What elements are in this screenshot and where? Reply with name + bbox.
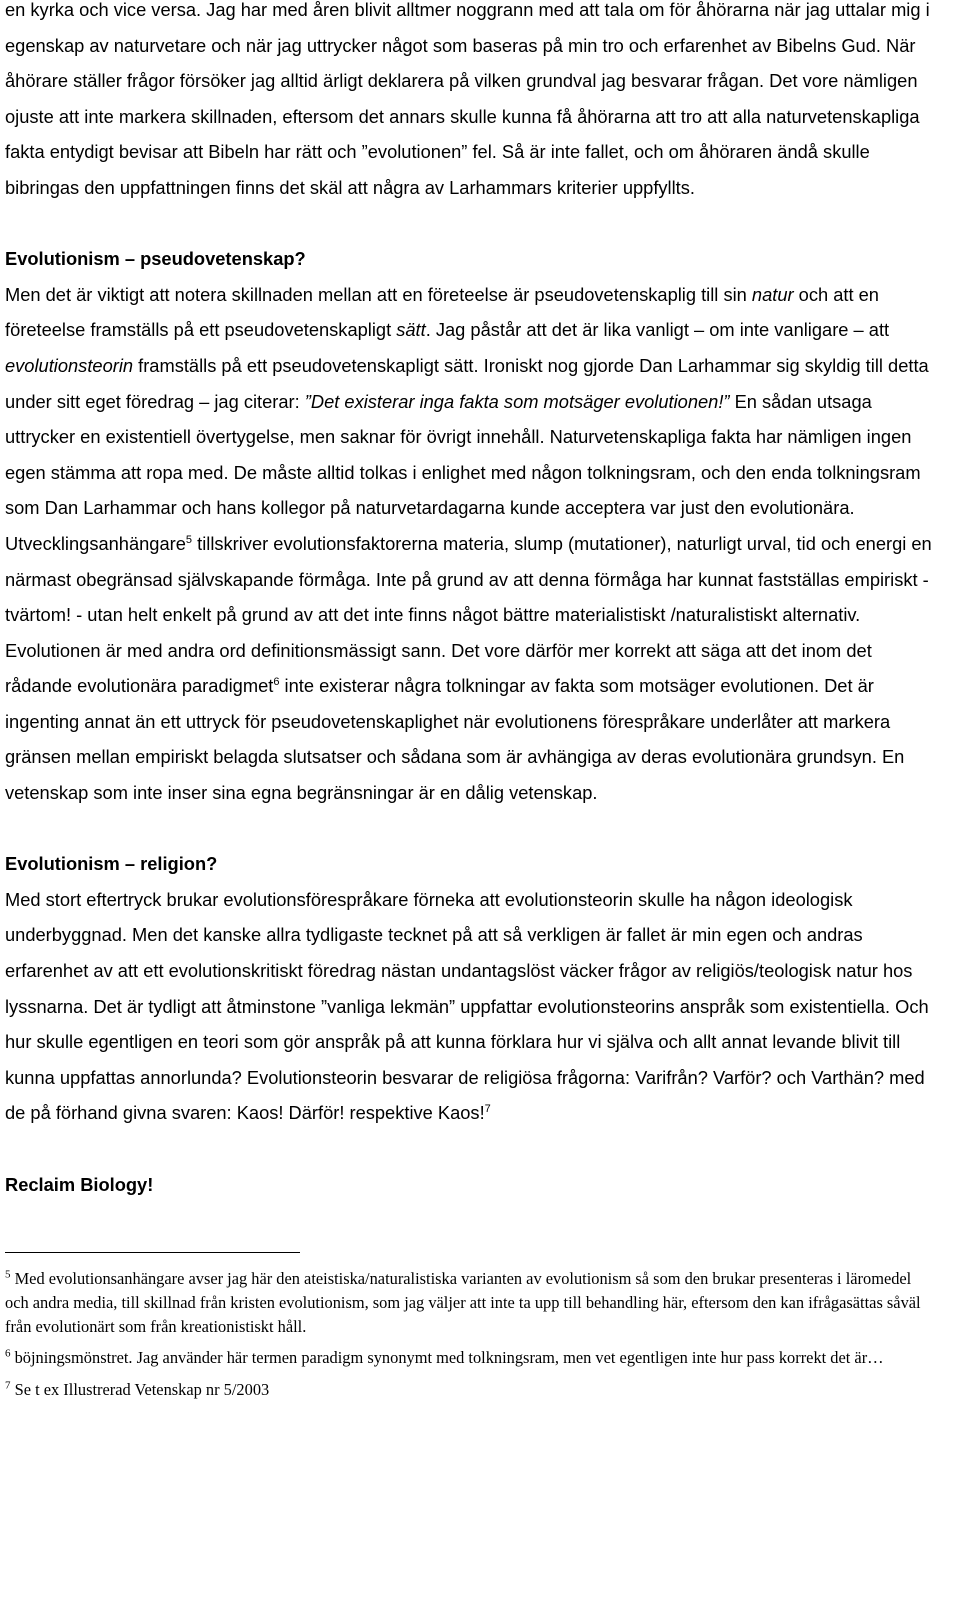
spacer	[5, 1131, 935, 1167]
text-run: . Jag påstår att det är lika vanligt – om inte vanligare – att	[425, 319, 890, 341]
footnotes	[5, 1267, 935, 1402]
footnote-number: 5	[5, 1268, 11, 1281]
footnote-7	[5, 1378, 935, 1402]
text-run: tillskriver evolutionsfaktorerna materia, slump (mutationer), naturligt urval, tid och energi en närmast obegränsad självskapande förmåga. Inte på grund av att denna förmåga har kunnat fastställas empiriskt - tvärtom! - utan helt enkelt på grund av att det inte finns något bättre materialistiskt /naturalistiskt alternativ. Evolutionen är med andra ord definitionsmässigt sann. Det vore därför mer korrekt att säga att det inom det rådande evolutionära paradigmet	[5, 532, 932, 697]
footnote-5	[5, 1267, 935, 1338]
text-run: framställs på ett pseudovetenskapligt sätt. Ironiskt nog gjorde Dan Larhammar sig skyldig till detta under sitt eget föredrag – jag citerar:	[5, 354, 929, 412]
document-page	[5, 0, 935, 1410]
spacer	[5, 206, 935, 242]
spacer	[5, 1202, 935, 1252]
footnote-divider	[5, 1252, 300, 1253]
paragraph-pseudovetenskap	[5, 277, 935, 811]
footnote-ref-5[interactable]: 5	[185, 533, 193, 546]
text-run: En sådan utsaga uttrycker en existentiell övertygelse, men saknar för övrigt innehåll. Naturvetenskapliga fakta har nämligen ingen egen stämma att ropa med. De måste alltid tolkas i enlighet med någon tolkningsram, och den enda tolkningsram som Dan Larhammar och hans kollegor på naturvetardagarna kunde acceptera var just den evolutionära. Utvecklingsanhängare	[5, 390, 921, 554]
footnote-ref-7[interactable]: 7	[484, 1103, 491, 1116]
paragraph-intro: en kyrka och vice versa. Jag har med åren blivit alltmer noggrann med att tala om för åhörarna när jag uttalar mig i egenskap av naturvetare och när jag uttrycker något som baseras på min tro och erfarenhet av Bibelns Gud. När åhörare ställer frågor försöker jag alltid ärligt deklarera på vilken grundval jag besvarar frågan. Det vore nämligen ojuste att inte markera skillnaden, eftersom det annars skulle kunna få åhörarna att tro att alla naturvetenskapliga fakta entydigt bevisar att Bibeln har rätt och ”evolutionen” fel. Så är inte fallet, och om åhöraren ändå skulle bibringas den uppfattningen finns det skäl att några av Larhammars kriterier uppfyllts.	[5, 0, 930, 198]
heading-pseudovetenskap: Evolutionism – pseudovetenskap?	[5, 248, 306, 270]
paragraph-religion	[5, 882, 935, 1131]
text-run: inte existerar några tolkningar av fakta som motsäger evolutionen. Det är ingenting annat än ett uttryck för pseudovetenskaplighet när evolutionens förespråkare underlåter att markera gränsen mellan empiriskt belagda slutsatser och sådana som är avhängiga av deras evolutionära grundsyn. En vetenskap som inte inser sina egna begränsningar är en dålig vetenskap.	[5, 675, 905, 804]
text-run: Men det är viktigt att notera skillnaden mellan att en företeelse är pseudovetenskaplig till sin	[5, 283, 752, 305]
heading-religion: Evolutionism – religion?	[5, 853, 218, 875]
emphasis-satt: sätt	[396, 319, 426, 341]
footnote-text: böjningsmönstret. Jag använder här termen paradigm synonymt med tolkningsram, men vet egentligen inte hur pass korrekt det är…	[10, 1348, 884, 1368]
footnote-number: 6	[5, 1347, 11, 1360]
text-run: och att en företeelse framställs på ett pseudovetenskapligt	[5, 283, 879, 341]
emphasis-evolutionsteorin: evolutionsteorin	[5, 354, 134, 376]
spacer	[5, 811, 935, 847]
emphasis-quote: ”Det existerar inga fakta som motsäger evolutionen!”	[304, 390, 730, 412]
footnote-ref-6[interactable]: 6	[273, 676, 280, 689]
heading-reclaim-biology: Reclaim Biology!	[5, 1173, 154, 1195]
emphasis-natur: natur	[751, 283, 794, 305]
text-run: Med stort eftertryck brukar evolutionsförespråkare förneka att evolutionsteorin skulle ha någon ideologisk underbyggnad. Men det kanske allra tydligaste tecknet på att så verkligen är fallet är min egen och andras erfarenhet av att ett evolutionskritiskt föredrag nästan undantagslöst väcker frågor av religiös/teologisk natur hos lyssnarna. Det är tydligt att åtminstone ”vanliga lekmän” uppfattar evolutionsteorins anspråk som existentiella. Och hur skulle egentligen en teori som gör anspråk på att kunna förklara hur vi själva och allt annat levande blivit till kunna uppfattas annorlunda? Evolutionsteorin besvarar de religiösa frågorna: Varifrån? Varför? och Varthän? med de på förhand givna svaren: Kaos! Därför! respektive Kaos!	[5, 888, 929, 1124]
footnote-text: Se t ex Illustrerad Vetenskap nr 5/2003	[10, 1380, 270, 1399]
footnote-number: 7	[5, 1379, 11, 1392]
footnote-6	[5, 1346, 935, 1370]
footnote-text: Med evolutionsanhängare avser jag här den ateistiska/naturalistiska varianten av evolutionism så som den brukar presenteras i läromedel och andra media, till skillnad från kristen evolutionism, som jag väljer att inte ta upp till behandling här, eftersom den kan ifrågasättas såväl från evolutionärt som från kreationistiskt håll.	[5, 1269, 921, 1336]
